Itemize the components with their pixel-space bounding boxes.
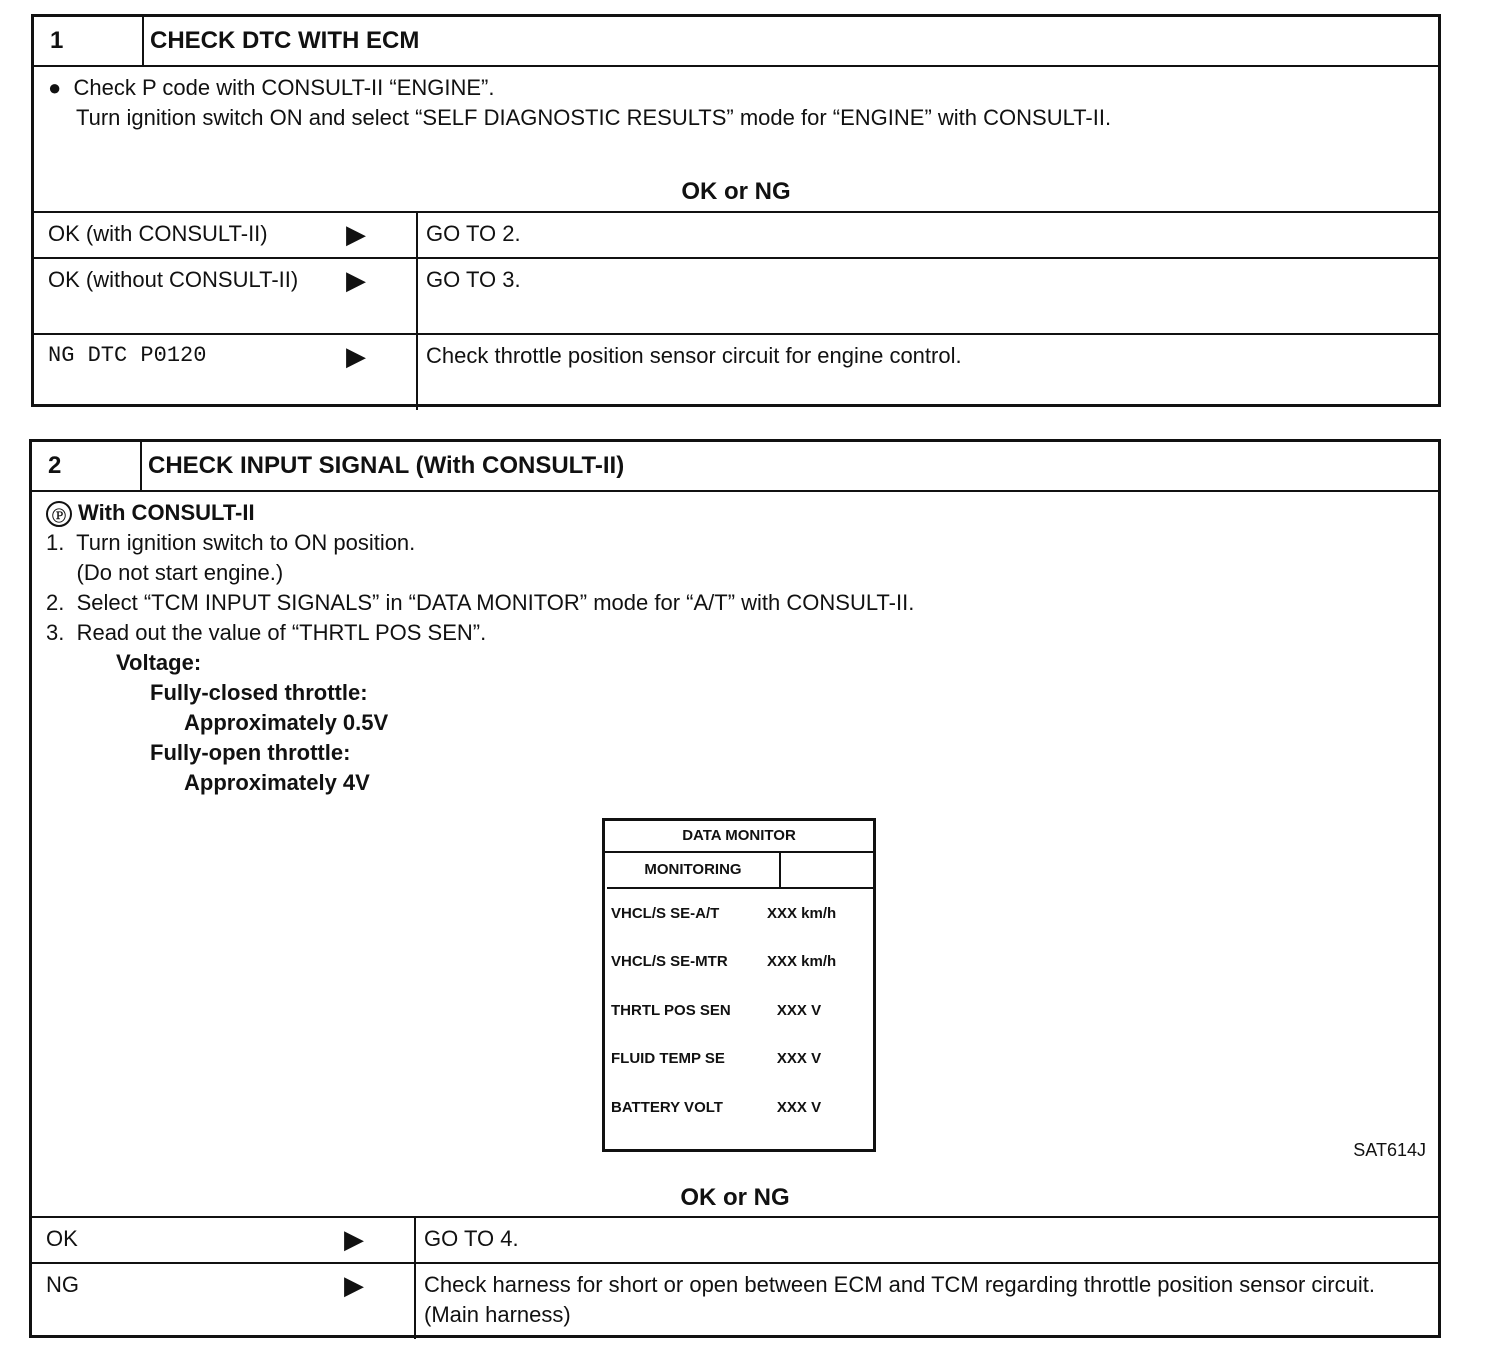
monitor-item (605, 889, 873, 938)
result-row (34, 333, 1438, 410)
monitor-value: XXX km/h (767, 904, 837, 922)
result-action: GO TO 2. (416, 213, 1438, 257)
bullet-icon: ● (48, 75, 74, 100)
monitor-value: XXX km/h (767, 953, 837, 971)
result-condition: NG DTC P0120 (48, 343, 207, 368)
consult-icon: Ⓟ (46, 501, 72, 527)
step-1-instructions (34, 67, 1438, 179)
step-2-results (32, 1216, 1438, 1339)
voltage-label: Voltage: (116, 650, 202, 675)
result-row (34, 257, 1438, 333)
monitor-title: DATA MONITOR (605, 821, 873, 853)
open-throttle-label: Fully-open throttle: (150, 740, 351, 765)
result-action: Check throttle position sensor circuit for engine control. (416, 335, 1438, 410)
arrow-icon: ▶ (346, 341, 366, 371)
closed-throttle-value: Approximately 0.5V (184, 710, 389, 735)
monitor-item (605, 1083, 873, 1132)
monitor-value: XXX V (776, 1098, 822, 1116)
instruction-line: 2. Select “TCM INPUT SIGNALS” in “DATA MONITOR” mode for “A/T” with CONSULT-II. (46, 590, 915, 615)
monitor-item (605, 986, 873, 1035)
step-1-header (34, 17, 1438, 67)
result-condition: NG (46, 1272, 79, 1297)
instruction-line: 1. Turn ignition switch to ON position. (46, 530, 416, 555)
bullet-text: Check P code with CONSULT-II “ENGINE”. (73, 75, 495, 100)
arrow-icon: ▶ (344, 1224, 364, 1254)
data-monitor-screen (602, 818, 876, 1152)
result-condition: OK (without CONSULT-II) (48, 267, 299, 292)
result-action: Check harness for short or open between ECM and TCM regarding throttle position sensor circuit. (Main harness) (414, 1264, 1438, 1339)
monitor-value: XXX V (776, 1050, 822, 1068)
result-action: GO TO 3. (416, 259, 1438, 333)
monitor-key: THRTL POS SEN (611, 1001, 731, 1019)
monitor-status-row (607, 853, 873, 889)
step-number: 1 (34, 17, 144, 65)
monitor-key: FLUID TEMP SE (611, 1050, 725, 1068)
instruction-line: 3. Read out the value of “THRTL POS SEN”. (46, 620, 487, 645)
step-2-header (32, 442, 1438, 492)
open-throttle-value: Approximately 4V (184, 770, 370, 795)
monitor-key: VHCL/S SE-MTR (611, 953, 728, 971)
monitor-key: VHCL/S SE-A/T (611, 904, 720, 922)
ok-or-ng-label: OK or NG (680, 1184, 790, 1211)
figure-reference: SAT614J (1353, 1140, 1426, 1160)
monitor-value: XXX V (776, 1001, 822, 1019)
result-action: GO TO 4. (414, 1218, 1438, 1262)
with-consult-label: With CONSULT-II (78, 500, 255, 525)
step-title: CHECK INPUT SIGNAL (With CONSULT-II) (148, 452, 625, 479)
result-condition: OK (with CONSULT-II) (48, 221, 268, 246)
step-title: CHECK DTC WITH ECM (150, 27, 420, 54)
result-row (32, 1216, 1438, 1262)
arrow-icon: ▶ (346, 265, 366, 295)
step-2-block (29, 439, 1441, 1338)
result-row (32, 1262, 1438, 1339)
result-row (34, 211, 1438, 257)
monitoring-label: MONITORING (607, 853, 781, 887)
instruction-text: Turn ignition switch ON and select “SELF DIAGNOSTIC RESULTS” mode for “ENGINE” with CONSULT-II. (76, 105, 1112, 130)
monitor-item (605, 1035, 873, 1084)
step-2-instructions (32, 492, 1438, 798)
instruction-line: (Do not start engine.) (46, 560, 284, 585)
arrow-icon: ▶ (346, 219, 366, 249)
closed-throttle-label: Fully-closed throttle: (150, 680, 368, 705)
step-1-block (31, 14, 1441, 407)
monitor-status-cell (781, 853, 873, 887)
monitor-item (605, 938, 873, 987)
result-condition: OK (46, 1226, 78, 1251)
step-number: 2 (32, 442, 142, 490)
monitor-key: BATTERY VOLT (611, 1098, 723, 1116)
ok-or-ng-label: OK or NG (681, 178, 791, 205)
arrow-icon: ▶ (344, 1270, 364, 1300)
